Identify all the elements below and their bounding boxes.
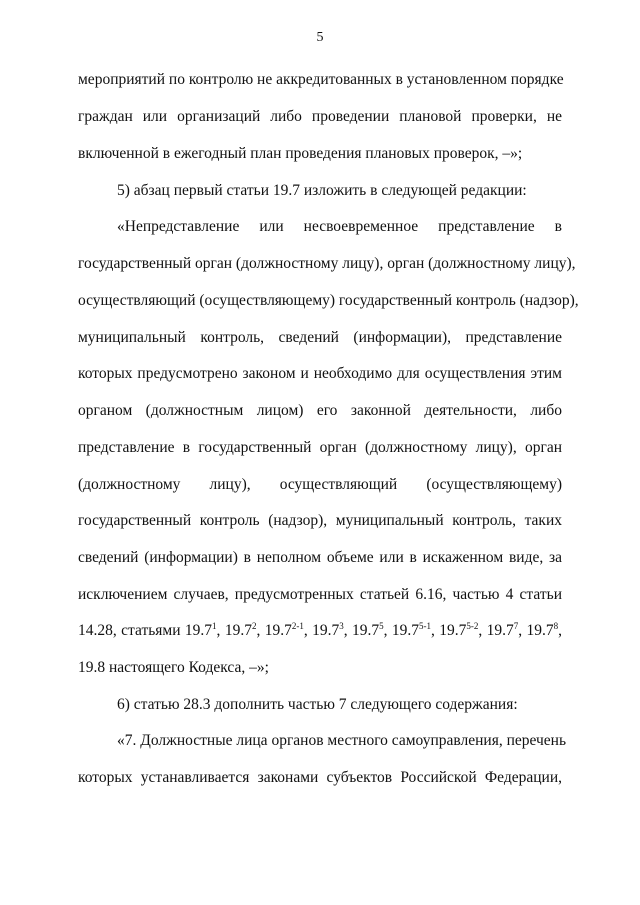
text-line: «7. Должностные лица органов местного самоуправления, перечень	[117, 732, 567, 749]
articles-line	[78, 621, 562, 641]
text-line: осуществляющий (осуществляющему) государственный контроль (надзор),	[78, 292, 579, 309]
text-line: которых устанавливается законами субъектов Российской Федерации,	[78, 769, 562, 786]
text-line: включенной в ежегодный план проведения плановых проверок, –»;	[78, 145, 523, 162]
article-ref: 19.7$^3$,	[312, 621, 348, 639]
text-line: граждан или организаций либо проведении плановой проверки, не	[78, 108, 562, 125]
article-ref: 19.7$^5$,	[351, 621, 388, 639]
article-ref: 19.7$^{2-1}$,	[264, 621, 308, 639]
text-line: сведений (информации) в неполном объеме или в искаженном виде, за	[78, 549, 562, 566]
article-ref: 19.7$^8$,	[526, 621, 563, 639]
text-line: которых предусмотрено законом и необходимо для осуществления этим	[78, 365, 562, 382]
article-ref: 19.7$^{5-2}$,	[439, 621, 483, 639]
text-line: государственный орган (должностному лицу), орган (должностному лицу),	[78, 255, 576, 272]
article-ref: 19.7$^2$,	[224, 621, 261, 639]
text-line: мероприятий по контролю не аккредитованных в установленном порядке	[78, 71, 564, 88]
page-number: 5	[316, 30, 324, 45]
text-line: «Непредставление или несвоевременное представление в	[117, 218, 562, 235]
text-line: исключением случаев, предусмотренных статьей 6.16, частью 4 статьи	[78, 586, 562, 603]
article-ref: 19.7$^1$,	[184, 621, 221, 639]
text-line: муниципальный контроль, сведений (информации), представление	[78, 329, 562, 346]
text-line: 19.8 настоящего Кодекса, –»;	[78, 659, 269, 676]
text-line: государственный контроль (надзор), муниципальный контроль, таких	[78, 512, 562, 529]
text-line: органом (должностным лицом) его законной деятельности, либо	[78, 402, 562, 419]
articles-lead: 14.28, статьями	[78, 622, 181, 639]
text-line: представление в государственный орган (должностному лицу), орган	[78, 439, 562, 456]
text-line: 6) статью 28.3 дополнить частью 7 следующего содержания:	[117, 696, 518, 713]
text-line: 5) абзац первый статьи 19.7 изложить в следующей редакции:	[117, 182, 527, 199]
article-ref: 19.7$^7$,	[486, 621, 523, 639]
article-ref: 19.7$^{5-1}$,	[391, 621, 435, 639]
text-line: (должностному лицу), осуществляющий (осуществляющему)	[78, 476, 562, 493]
